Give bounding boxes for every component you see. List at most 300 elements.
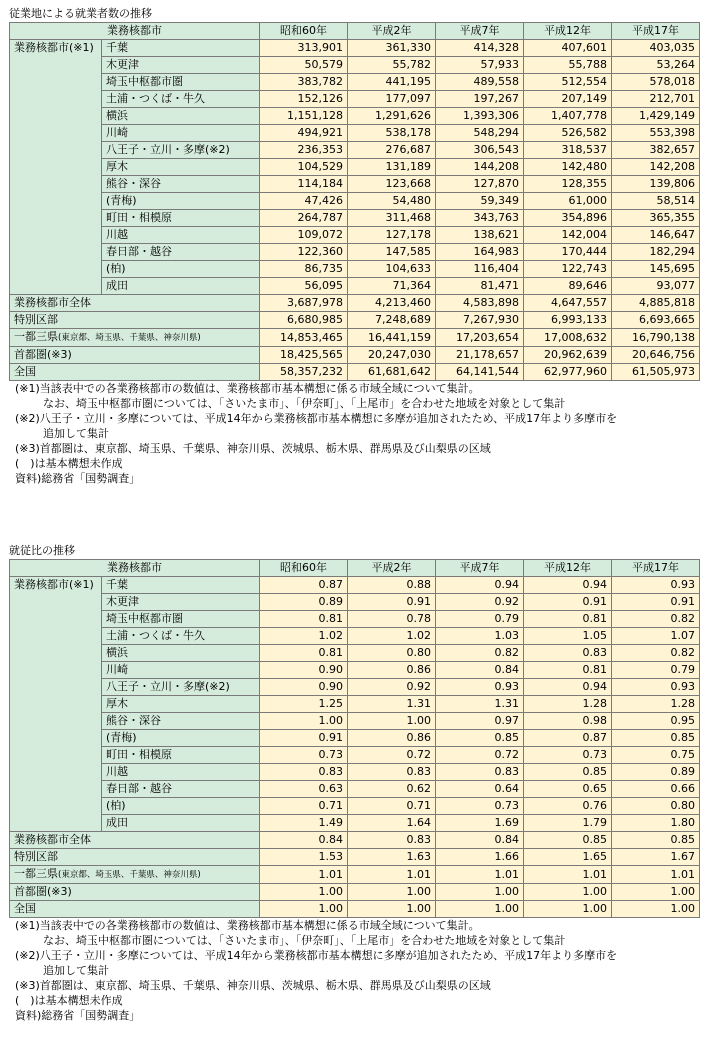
group-label-cell [10,210,102,227]
value-cell: 0.86 [348,662,436,679]
table-row [10,628,700,645]
total-name: 特別区部 [14,313,58,326]
header-city: 業務核都市 [10,560,260,577]
group-label-cell [10,244,102,261]
value-cell: 1.79 [524,815,612,832]
value-cell: 89,646 [524,278,612,295]
value-cell: 1.01 [348,866,436,884]
employment-notes [9,381,699,486]
city-name: 成田 [102,278,260,295]
group-label-cell [10,57,102,74]
value-cell: 50,579 [260,57,348,74]
total-row [10,347,700,364]
value-cell: 441,195 [348,74,436,91]
value-cell: 512,554 [524,74,612,91]
group-label-cell [10,594,102,611]
note-line: 資料)総務省「国勢調査」 [15,472,141,485]
table-row [10,244,700,261]
table-row [10,594,700,611]
value-cell: 0.81 [524,611,612,628]
city-name: 町田・相模原 [102,747,260,764]
employment-table [9,22,700,381]
value-cell: 109,072 [260,227,348,244]
value-cell: 93,077 [612,278,700,295]
value-cell: 164,983 [436,244,524,261]
value-cell: 86,735 [260,261,348,278]
city-name: 川崎 [102,125,260,142]
total-label [10,347,260,364]
value-cell: 407,601 [524,40,612,57]
value-cell: 20,247,030 [348,347,436,364]
city-name: 厚木 [102,696,260,713]
table-row [10,278,700,295]
value-cell: 236,353 [260,142,348,159]
value-cell: 526,582 [524,125,612,142]
value-cell: 14,853,465 [260,329,348,347]
value-cell: 139,806 [612,176,700,193]
value-cell: 81,471 [436,278,524,295]
value-cell: 0.92 [348,679,436,696]
total-label [10,849,260,866]
value-cell: 489,558 [436,74,524,91]
value-cell: 4,885,818 [612,295,700,312]
value-cell: 61,681,642 [348,364,436,381]
group-label-cell [10,730,102,747]
city-name: (柏) [102,261,260,278]
value-cell: 147,585 [348,244,436,261]
value-cell: 6,680,985 [260,312,348,329]
group-label-cell [10,628,102,645]
value-cell: 0.90 [260,679,348,696]
group-label-cell [10,227,102,244]
table-row [10,142,700,159]
group-label-cell [10,764,102,781]
city-name: 春日部・越谷 [102,244,260,261]
value-cell: 54,480 [348,193,436,210]
value-cell: 142,004 [524,227,612,244]
value-cell: 21,178,657 [436,347,524,364]
note-line: なお、埼玉中枢都市圏については、「さいたま市」、「伊奈町」、「上尾市」を合わせた地域を対象として集計 [43,397,566,410]
value-cell: 144,208 [436,159,524,176]
table-row [10,645,700,662]
value-cell: 0.78 [348,611,436,628]
city-name: 春日部・越谷 [102,781,260,798]
value-cell: 343,763 [436,210,524,227]
value-cell: 7,248,689 [348,312,436,329]
value-cell: 128,355 [524,176,612,193]
group-label-cell [10,261,102,278]
value-cell: 0.79 [436,611,524,628]
value-cell: 1.00 [612,901,700,918]
value-cell: 578,018 [612,74,700,91]
total-row [10,866,700,884]
header-row [10,23,700,40]
value-cell: 0.63 [260,781,348,798]
value-cell: 123,668 [348,176,436,193]
value-cell: 53,264 [612,57,700,74]
total-name: 業務核都市全体 [14,296,91,309]
value-cell: 1.31 [348,696,436,713]
value-cell: 212,701 [612,91,700,108]
value-cell: 311,468 [348,210,436,227]
value-cell: 0.85 [612,832,700,849]
value-cell: 0.65 [524,781,612,798]
note-line: 追加して集計 [43,964,109,977]
value-cell: 0.83 [524,645,612,662]
header-city: 業務核都市 [10,23,260,40]
table-row [10,40,700,57]
city-name: 横浜 [102,645,260,662]
value-cell: 0.89 [260,594,348,611]
value-cell: 6,693,665 [612,312,700,329]
note-line: (※1)当該表中での各業務核都市の数値は、業務核都市基本構想に係る市域全域について集計。 [15,382,480,395]
total-label [10,866,260,884]
value-cell: 182,294 [612,244,700,261]
group-label-cell [10,108,102,125]
value-cell: 1.02 [348,628,436,645]
group-label-cell [10,159,102,176]
value-cell: 0.85 [524,832,612,849]
value-cell: 553,398 [612,125,700,142]
total-row [10,849,700,866]
total-name: 首都圏(※3) [14,348,72,361]
value-cell: 17,203,654 [436,329,524,347]
value-cell: 0.84 [436,832,524,849]
value-cell: 0.80 [612,798,700,815]
value-cell: 3,687,978 [260,295,348,312]
note-line: (※3)首都圏は、東京都、埼玉県、千葉県、神奈川県、茨城県、栃木県、群馬県及び山梨県の区域 [15,442,491,455]
table-row [10,125,700,142]
value-cell: 152,126 [260,91,348,108]
value-cell: 0.81 [524,662,612,679]
ratio-section [9,543,699,1023]
value-cell: 127,178 [348,227,436,244]
value-cell: 17,008,632 [524,329,612,347]
total-label [10,364,260,381]
total-name: 一都三県 [14,867,58,880]
value-cell: 1.25 [260,696,348,713]
table-row [10,193,700,210]
value-cell: 1.01 [260,866,348,884]
group-label-cell [10,176,102,193]
group-label-cell [10,662,102,679]
value-cell: 0.73 [260,747,348,764]
city-name: 厚木 [102,159,260,176]
value-cell: 0.93 [612,679,700,696]
value-cell: 56,095 [260,278,348,295]
total-label [10,884,260,901]
value-cell: 494,921 [260,125,348,142]
value-cell: 0.82 [612,645,700,662]
value-cell: 1,151,128 [260,108,348,125]
group-label-cell [10,611,102,628]
total-row [10,832,700,849]
value-cell: 0.72 [348,747,436,764]
value-cell: 170,444 [524,244,612,261]
value-cell: 145,695 [612,261,700,278]
value-cell: 0.66 [612,781,700,798]
group-label-cell [10,679,102,696]
value-cell: 0.91 [348,594,436,611]
value-cell: 0.62 [348,781,436,798]
value-cell: 1.00 [348,713,436,730]
value-cell: 1.00 [436,884,524,901]
group-label-cell [10,645,102,662]
value-cell: 361,330 [348,40,436,57]
group-label-cell [10,142,102,159]
value-cell: 0.80 [348,645,436,662]
city-name: 八王子・立川・多摩(※2) [102,679,260,696]
value-cell: 1.03 [436,628,524,645]
value-cell: 383,782 [260,74,348,91]
value-cell: 0.91 [612,594,700,611]
value-cell: 18,425,565 [260,347,348,364]
value-cell: 207,149 [524,91,612,108]
value-cell: 4,583,898 [436,295,524,312]
value-cell: 0.89 [612,764,700,781]
value-cell: 0.91 [524,594,612,611]
ratio-title: 就従比の推移 [9,544,75,557]
value-cell: 1.01 [524,866,612,884]
table-row [10,176,700,193]
value-cell: 0.95 [612,713,700,730]
group-label-cell [10,798,102,815]
total-name: 一都三県 [14,330,58,343]
value-cell: 548,294 [436,125,524,142]
value-cell: 0.75 [612,747,700,764]
value-cell: 1.66 [436,849,524,866]
value-cell: 0.85 [436,730,524,747]
value-cell: 1.01 [612,866,700,884]
group-label-cell [10,696,102,713]
value-cell: 1,291,626 [348,108,436,125]
total-name: 全国 [14,365,36,378]
table-row [10,730,700,747]
table-row [10,815,700,832]
value-cell: 61,000 [524,193,612,210]
ratio-table [9,559,700,918]
value-cell: 365,355 [612,210,700,227]
value-cell: 0.85 [612,730,700,747]
value-cell: 0.79 [612,662,700,679]
table-row [10,798,700,815]
value-cell: 1,429,149 [612,108,700,125]
group-label-cell [10,125,102,142]
total-label [10,832,260,849]
value-cell: 16,790,138 [612,329,700,347]
value-cell: 1.02 [260,628,348,645]
value-cell: 1,407,778 [524,108,612,125]
value-cell: 0.81 [260,611,348,628]
value-cell: 55,788 [524,57,612,74]
value-cell: 138,621 [436,227,524,244]
value-cell: 0.76 [524,798,612,815]
value-cell: 1.49 [260,815,348,832]
city-name: 横浜 [102,108,260,125]
header-year: 昭和60年 [260,560,348,577]
city-name: 土浦・つくば・牛久 [102,91,260,108]
value-cell: 127,870 [436,176,524,193]
table-row [10,747,700,764]
table-row [10,679,700,696]
total-row [10,312,700,329]
total-row [10,295,700,312]
group-label-cell: 業務核都市(※1) [10,577,102,594]
total-label [10,312,260,329]
value-cell: 0.71 [348,798,436,815]
total-sublabel: (東京都、埼玉県、千葉県、神奈川県) [58,870,201,880]
value-cell: 0.94 [524,679,612,696]
value-cell: 0.82 [612,611,700,628]
value-cell: 0.91 [260,730,348,747]
value-cell: 62,977,960 [524,364,612,381]
value-cell: 1.67 [612,849,700,866]
total-sublabel: (東京都、埼玉県、千葉県、神奈川県) [58,333,201,343]
note-line: (※2)八王子・立川・多摩については、平成14年から業務核都市基本構想に多摩が追加されたため、平成17年より多摩市を [15,412,618,425]
value-cell: 0.97 [436,713,524,730]
note-line: ( )は基本構想未作成 [15,994,123,1007]
value-cell: 1.31 [436,696,524,713]
value-cell: 104,633 [348,261,436,278]
table-row [10,713,700,730]
value-cell: 104,529 [260,159,348,176]
value-cell: 0.90 [260,662,348,679]
value-cell: 1.00 [260,901,348,918]
value-cell: 313,901 [260,40,348,57]
table-row [10,227,700,244]
value-cell: 403,035 [612,40,700,57]
value-cell: 1.07 [612,628,700,645]
value-cell: 1.28 [612,696,700,713]
value-cell: 146,647 [612,227,700,244]
value-cell: 20,646,756 [612,347,700,364]
group-label-cell [10,193,102,210]
total-name: 特別区部 [14,850,58,863]
value-cell: 1.63 [348,849,436,866]
value-cell: 1.53 [260,849,348,866]
table-row [10,74,700,91]
value-cell: 142,208 [612,159,700,176]
value-cell: 0.84 [436,662,524,679]
value-cell: 59,349 [436,193,524,210]
value-cell: 122,360 [260,244,348,261]
value-cell: 1.00 [260,713,348,730]
city-name: 熊谷・深谷 [102,176,260,193]
value-cell: 1.80 [612,815,700,832]
note-line: 資料)総務省「国勢調査」 [15,1009,141,1022]
value-cell: 6,993,133 [524,312,612,329]
header-year: 平成17年 [612,23,700,40]
value-cell: 0.72 [436,747,524,764]
city-name: 千葉 [102,40,260,57]
value-cell: 1.00 [612,884,700,901]
value-cell: 4,213,460 [348,295,436,312]
value-cell: 0.81 [260,645,348,662]
value-cell: 0.88 [348,577,436,594]
value-cell: 382,657 [612,142,700,159]
table-row [10,108,700,125]
group-label-cell: 業務核都市(※1) [10,40,102,57]
header-year: 昭和60年 [260,23,348,40]
value-cell: 264,787 [260,210,348,227]
value-cell: 0.83 [348,832,436,849]
header-year: 平成2年 [348,560,436,577]
value-cell: 1.00 [436,901,524,918]
value-cell: 0.94 [436,577,524,594]
total-row [10,329,700,347]
note-line: (※3)首都圏は、東京都、埼玉県、千葉県、神奈川県、茨城県、栃木県、群馬県及び山梨県の区域 [15,979,491,992]
value-cell: 318,537 [524,142,612,159]
value-cell: 7,267,930 [436,312,524,329]
value-cell: 20,962,639 [524,347,612,364]
value-cell: 177,097 [348,91,436,108]
value-cell: 0.64 [436,781,524,798]
value-cell: 0.82 [436,645,524,662]
value-cell: 0.86 [348,730,436,747]
table-row [10,577,700,594]
total-row [10,364,700,381]
note-line: (※2)八王子・立川・多摩については、平成14年から業務核都市基本構想に多摩が追加されたため、平成17年より多摩市を [15,949,618,962]
city-name: 川越 [102,764,260,781]
value-cell: 1.01 [436,866,524,884]
value-cell: 47,426 [260,193,348,210]
value-cell: 1.05 [524,628,612,645]
value-cell: 0.87 [260,577,348,594]
city-name: 川越 [102,227,260,244]
city-name: 木更津 [102,57,260,74]
total-row [10,901,700,918]
city-name: 成田 [102,815,260,832]
total-row [10,884,700,901]
city-name: 土浦・つくば・牛久 [102,628,260,645]
value-cell: 414,328 [436,40,524,57]
city-name: 千葉 [102,577,260,594]
total-label [10,329,260,347]
table-row [10,159,700,176]
table-row [10,57,700,74]
table-row [10,696,700,713]
value-cell: 4,647,557 [524,295,612,312]
value-cell: 1.00 [348,901,436,918]
value-cell: 58,357,232 [260,364,348,381]
value-cell: 0.93 [612,577,700,594]
group-label-cell [10,278,102,295]
header-year: 平成2年 [348,23,436,40]
header-year: 平成7年 [436,560,524,577]
value-cell: 1.00 [260,884,348,901]
value-cell: 0.71 [260,798,348,815]
city-name: 川崎 [102,662,260,679]
total-name: 業務核都市全体 [14,833,91,846]
header-year: 平成17年 [612,560,700,577]
table-row [10,611,700,628]
value-cell: 71,364 [348,278,436,295]
table-row [10,91,700,108]
header-year: 平成12年 [524,560,612,577]
group-label-cell [10,747,102,764]
note-line: (※1)当該表中での各業務核都市の数値は、業務核都市基本構想に係る市域全域について集計。 [15,919,480,932]
total-label [10,295,260,312]
value-cell: 0.92 [436,594,524,611]
value-cell: 197,267 [436,91,524,108]
value-cell: 122,743 [524,261,612,278]
header-year: 平成12年 [524,23,612,40]
note-line: なお、埼玉中枢都市圏については、「さいたま市」、「伊奈町」、「上尾市」を合わせた地域を対象として集計 [43,934,566,947]
value-cell: 58,514 [612,193,700,210]
group-label-cell [10,815,102,832]
city-name: 埼玉中枢都市圏 [102,611,260,628]
employment-section [9,6,699,486]
